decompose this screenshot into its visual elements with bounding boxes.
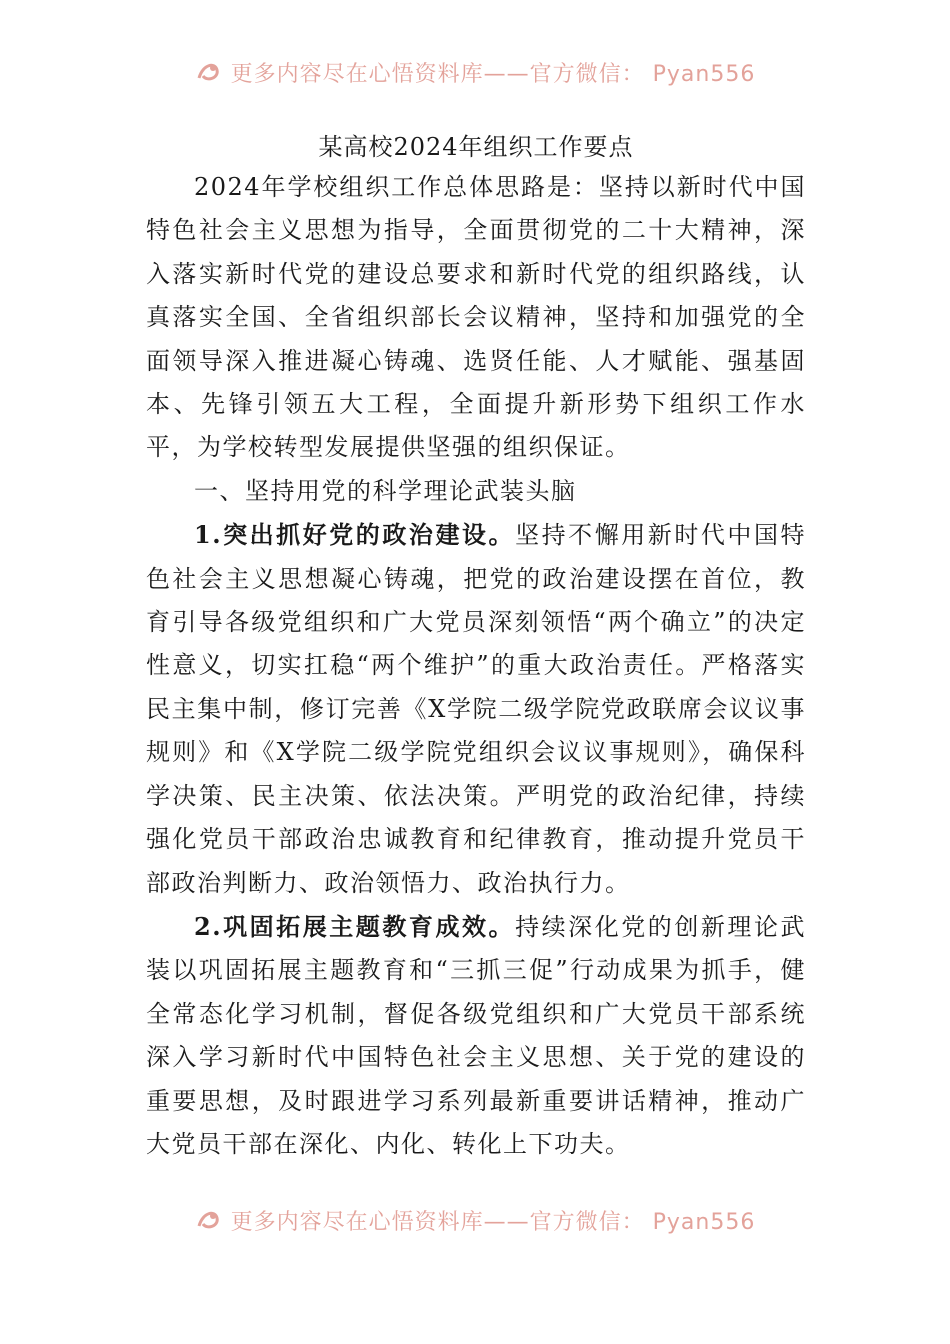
document-title: 某高校2024年组织工作要点 (318, 133, 634, 161)
item-1-lead: 1.突出抓好党的政治建设。 (194, 520, 516, 550)
watermark-header (0, 52, 950, 92)
intro-paragraph: 2024年学校组织工作总体思路是：坚持以新时代中国特色社会主义思想为指导，全面贯彻党的二十大精神，深入落实新时代党的建设总要求和新时代党的组织路线，认真落实全国、全省组织部长会议精神，坚持和加强党的全面领导深入推进凝心铸魂、选贤任能、人才赋能、强基固本、先锋引领五大工程，全面提升新形势下组织工作水平，为学校转型发展提供坚强的组织保证。 (146, 173, 806, 462)
section-heading: 一、坚持用党的科学理论武装头脑 (194, 476, 577, 505)
watermark-text: 更多内容尽在心悟资料库——官方微信： Pyan556 (230, 1209, 756, 1235)
item-1-body: 坚持不懈用新时代中国特色社会主义思想凝心铸魂，把党的政治建设摆在首位，教育引导各级党组织和广大党员深刻领悟“两个确立”的决定性意义，切实扛稳“两个维护”的重大政治责任。严格落实民主集中制，修订完善《X学院二级学院党政联席会议议事规则》和《X学院二级学院党组织会议议事规则》，确保科学决策、民主决策、依法决策。严明党的政治纪律，持续强化党员干部政治忠诚教育和纪律教育，推动提升党员干部政治判断力、政治领悟力、政治执行力。 (146, 521, 807, 897)
item-2-body: 持续深化党的创新理论武装以巩固拓展主题教育和“三抓三促”行动成果为抓手，健全常态化学习机制，督促各级党组织和广大党员干部系统深入学习新时代中国特色社会主义思想、关于党的建设的重要思想，及时跟进学习系列最新重要讲话精神，推动广大党员干部在深化、内化、转化上下功夫。 (146, 912, 807, 1158)
watermark-logo-icon (195, 58, 223, 86)
item-2-lead: 2.巩固拓展主题教育成效。 (194, 911, 516, 941)
item-2-paragraph (146, 905, 806, 1166)
document-body (146, 128, 806, 1166)
watermark-text: 更多内容尽在心悟资料库——官方微信： Pyan556 (230, 61, 756, 87)
watermark-logo-icon (195, 1206, 223, 1234)
item-1-paragraph (146, 513, 806, 905)
watermark-footer (0, 1200, 950, 1240)
